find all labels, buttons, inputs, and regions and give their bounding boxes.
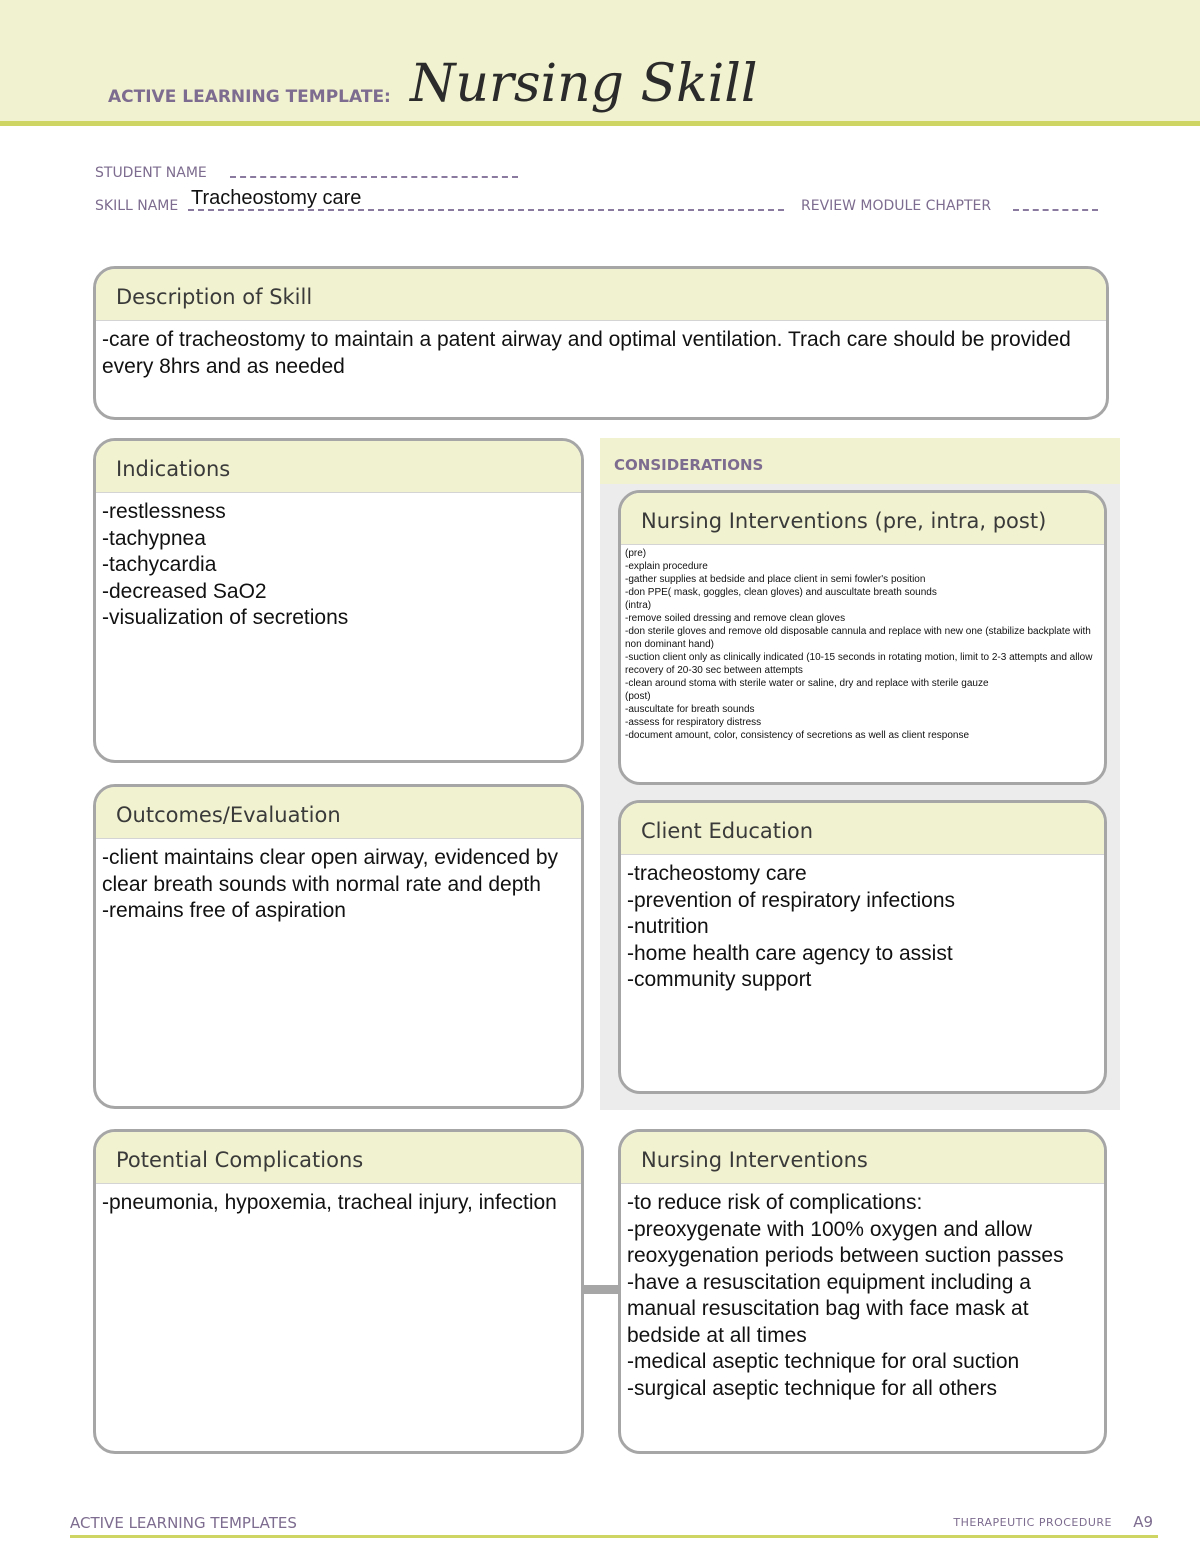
footer-rule — [70, 1535, 1158, 1538]
complications-body[interactable] — [96, 1184, 581, 1223]
list-item: -remains free of aspiration — [102, 899, 346, 922]
outcomes-body[interactable] — [96, 839, 581, 931]
client-education-title: Client Education — [621, 803, 1104, 855]
list-item: -remove soiled dressing and remove clean gloves — [625, 613, 846, 624]
list-item: (post) — [625, 691, 651, 702]
list-item: -prevention of respiratory infections — [627, 888, 955, 912]
list-item: (intra) — [625, 600, 652, 611]
list-item: -don sterile gloves and remove old disposable cannula and replace with new one (stabilize backplate with non dominant hand) — [625, 626, 1094, 650]
indications-title: Indications — [96, 441, 581, 493]
outcomes-title: Outcomes/Evaluation — [96, 787, 581, 839]
complications-card — [93, 1129, 584, 1454]
complications-title: Potential Complications — [96, 1132, 581, 1184]
list-item: -community support — [627, 968, 812, 991]
template-label: ACTIVE LEARNING TEMPLATE: — [108, 87, 391, 107]
interventions-body[interactable] — [621, 1184, 1104, 1408]
client-education-card — [618, 800, 1107, 1094]
review-module-label: REVIEW MODULE CHAPTER — [801, 198, 992, 214]
list-item: -document amount, color, consistency of secretions as well as client response — [625, 730, 970, 741]
nursing-interventions-ppp-body[interactable] — [621, 545, 1104, 744]
list-item: -clean around stoma with sterile water or saline, dry and replace with sterile gauze — [625, 678, 989, 689]
list-item: -nutrition — [627, 915, 709, 938]
list-item: (pre) — [625, 548, 647, 559]
indications-card — [93, 438, 584, 763]
list-item: -home health care agency to assist — [627, 941, 953, 965]
interventions-card — [618, 1129, 1107, 1454]
list-item: -gather supplies at bedside and place client in semi fowler's position — [625, 574, 926, 585]
page-title: Nursing Skill — [410, 54, 758, 114]
list-item: -tachypnea — [102, 526, 206, 550]
description-line: -care of tracheostomy to maintain a patent airway and optimal ventilation. Trach care should be provided every 8hrs and as needed — [102, 328, 1077, 378]
skill-name-value[interactable]: Tracheostomy care — [191, 187, 362, 209]
description-card — [93, 266, 1109, 420]
description-body[interactable] — [96, 321, 1106, 386]
list-item: -visualization of secretions — [102, 606, 349, 629]
list-item: -explain procedure — [625, 561, 708, 572]
list-item: -surgical aseptic technique for all others — [627, 1376, 998, 1400]
footer-title: ACTIVE LEARNING TEMPLATES — [70, 1514, 297, 1532]
list-item: -don PPE( mask, goggles, clean gloves) and auscultate breath sounds — [625, 587, 937, 598]
list-item: -restlessness — [102, 500, 226, 523]
considerations-label: CONSIDERATIONS — [614, 456, 764, 474]
list-item: -pneumonia, hypoxemia, tracheal injury, infection — [102, 1191, 557, 1214]
list-item: -assess for respiratory distress — [625, 717, 762, 728]
nursing-interventions-ppp-title: Nursing Interventions (pre, intra, post) — [621, 493, 1104, 545]
list-item: -suction client only as clinically indicated (10-15 seconds in rotating motion, limit to 2-3 attempts and allow recovery of 20-30 sec between attempts — [625, 652, 1096, 676]
list-item: -medical aseptic technique for oral suction — [627, 1350, 1020, 1373]
connector-bar — [582, 1285, 622, 1294]
review-module-field[interactable] — [1013, 209, 1098, 211]
indications-body[interactable] — [96, 493, 581, 638]
skill-name-label: SKILL NAME — [95, 198, 179, 214]
list-item: -have a resuscitation equipment including a manual resuscitation bag with face mask at bedside at all times — [627, 1270, 1037, 1347]
header-rule — [0, 121, 1200, 126]
list-item: -decreased SaO2 — [102, 579, 267, 603]
list-item: -tracheostomy care — [627, 862, 807, 885]
student-name-field[interactable] — [230, 176, 518, 178]
page-number: A9 — [1133, 1513, 1153, 1531]
client-education-body[interactable] — [621, 855, 1104, 1000]
description-title: Description of Skill — [96, 269, 1106, 321]
interventions-title: Nursing Interventions — [621, 1132, 1104, 1184]
footer-category: THERAPEUTIC PROCEDURE — [953, 1516, 1112, 1529]
list-item: -client maintains clear open airway, evidenced by clear breath sounds with normal rate and depth — [102, 846, 564, 896]
list-item: -auscultate for breath sounds — [625, 704, 755, 715]
nursing-interventions-ppp-card — [618, 490, 1107, 785]
outcomes-card — [93, 784, 584, 1109]
list-item: -preoxygenate with 100% oxygen and allow reoxygenation periods between suction passes — [627, 1217, 1064, 1267]
list-item: -to reduce risk of complications: — [627, 1191, 923, 1214]
student-name-label: STUDENT NAME — [95, 165, 207, 181]
list-item: -tachycardia — [102, 553, 217, 576]
